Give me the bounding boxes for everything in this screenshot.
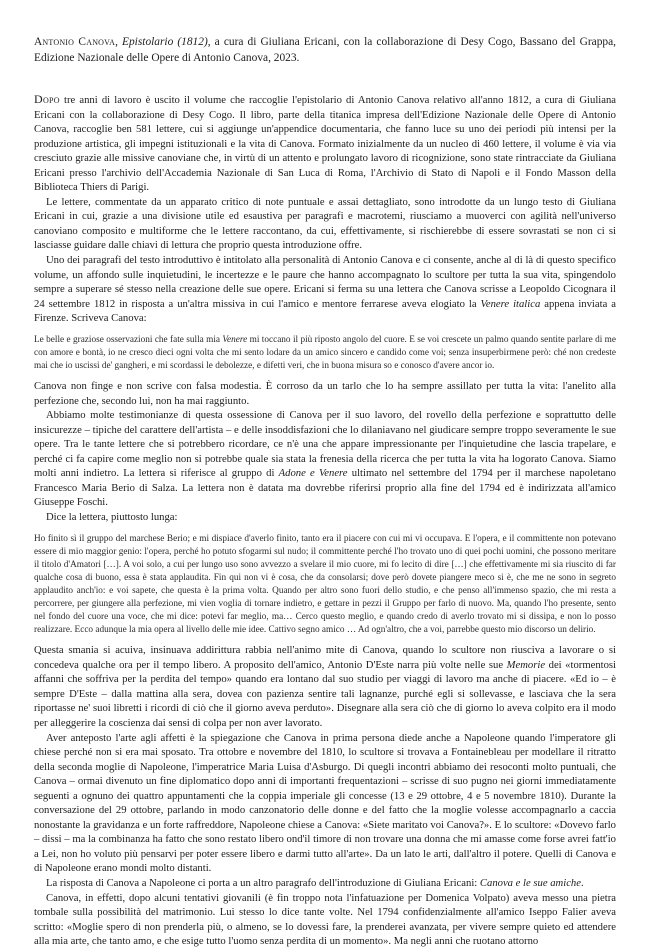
- paragraph-text: Uno dei paragrafi del testo introduttivo è intitolato alla personalità di Antonio Canova e ci consente, anche al di là di questo specifico volume, un affondo sulle inquietudini, le incertezze e le paure che hanno accompagnato lo scultore per tutta la sua vita, spingendolo sempre a superare sé stesso nella creazione delle sue opere. Ericani si ferma su una lettera che Canova scrisse a Leopoldo Cicognara il 24 settembre 1812 in risposta a un'altra missiva in cui l'amico e mentore ferrarese aveva elogiato la: [34, 255, 616, 310]
- quote-text: Le belle e graziose osservazioni che fate sulla mia: [34, 334, 223, 345]
- paragraph-text: tre anni di lavoro è uscito il volume che raccoglie l'epistolario di Antonio Canova relativo all'anno 1812, a cura di Giuliana Ericani con la collaborazione di Desy Cogo. Il libro, parte della titanica impresa dell'Edizione Nazionale delle Opere di Antonio Canova, raccoglie ben 581 lettere, cui si aggiunge un'appendice documentaria, che fanno luce su uno dei periodi più intensi per la produzione artistica, gli impegni istituzionali e la vita di Canova. Formato inizialmente da un nucleo di 460 lettere, il volume è via via cresciuto grazie alle missive canoviane che, in virtù di un attento e prolungato lavoro di ricognizione, sono state rintracciate da Giuliana Ericani presso l'archivio dell'Accademia Nazionale di San Luca di Roma, l'Archivio di Stato di Napoli e il Fondo Masson della Biblioteca Thiers di Parigi.: [34, 95, 616, 194]
- paragraph-text: dei «tormentosi affanni che soffriva per la perdita del tempo» quando era lontano dal suo studio per viaggi di lavoro ma anche di piacere. «Ed io – è sempre D'Este – dalla mattina alla sera, dovea con pazienza sentire tali lagnanze, purché egli si sollevasse, e lasciava che la sera riportasse ne' suoi libretti i ricordi di ciò che il giorno aveva perduto». Disegnare alla sera ciò che di giorno lo aveva colpito era il modo per alleggerire la coscienza dai sensi di colpa per non aver lavorato.: [34, 659, 617, 729]
- paragraph-text: Questa smania si acuiva, insinuava addirittura rabbia nell'animo mite di Canova, quando lo scultore non riusciva a lavorare o si concedeva qualche ora per il tempo libero. A proposito dell'amico, Antonio D'Este narra più volte nelle sue: [34, 645, 616, 671]
- paragraph-obsession: [34, 409, 616, 511]
- paragraph-modesty: Canova non finge e non scrive con falsa modestia. È corroso da un tarlo che lo ha sempre assillato per tutta la vita: l'anelito alla perfezione che, secondo lui, non ha mai raggiunto.: [34, 381, 616, 407]
- quote-text: Ho finito sì il gruppo del marchese Berio; e mi dispiace d'averlo finito, tanto era il piacere con cui mi vi occupava. E l'opera, e il committente non potevano essere di mio maggior genio: l'opera, perché ho potuto sfogarmi sul nudo; il committente perché l'ho trovato uno di quei pochi uomini, che possono meritare il titolo d'Amatori […]. A voi solo, a cui per lungo uso sono avvezzo a svelare il mio cuore, mi fo lecito di dire […] che effettivamente mi sia riuscito di far qualche cosa di buono, essa è stata applaudita. Fin qui non vi è cosa, che da consolarsi; dove però dovete piangere meco si è, che me ne sono in segreto applaudito anch'io: e voi sapete, che questa è la prima volta. Quando per altro sono fuori dello studio, e che penso all'immenso spazio, che mi resta a percorrere, per giungere alla perfezione, mi vien voglia di tornare indietro, e gettare in pezzi il Gruppo per farlo di nuovo. Ma, quando l'ho presente, sento nel fondo del cuore una voce, che mi dice: potevi far meglio, ma… Cerco questo meglio, e quando credo di averlo trovato mi si dissipa, e non lo posso realizzare. Ecco adunque la mia opera al livello delle mie idee. Cattivo segno amico … Ad ogn'altro, che a voi, parrebbe questo mio discorso un delirio.: [34, 533, 616, 636]
- opening-word: Dopo: [34, 92, 60, 106]
- paragraph-letter-intro: Dice la lettera, piuttosto lunga:: [46, 511, 178, 523]
- paragraph-text: ultimato nel settembre del 1794 per il marchese napoletano Francesco Maria Berio di Salza. La lettera non è datata ma dovrebbe riferirsi proprio alla fine del 1794 ed è indirizzata all'amico Giuseppe Foschi.: [34, 468, 616, 509]
- work-title: Venere: [222, 334, 248, 345]
- paragraph-text: Abbiamo molte testimonianze di questa ossessione di Canova per il suo lavoro, del rovello della perfezione e soprattutto delle insicurezze – tipiche del carattere dell'artista – e delle insoddisfazioni che lo dilaniavano nel giudicare sempre troppo severamente le sue opere. Tra le tante lettere che si potrebbero ricordare, ce n'è una che appare impressionante per l'inquietudine che lascia trapelare, e perché ci fa capire come meglio non si potrebbe quale sia stata la frenesia della ricerca che per tutta la vita ha logorato Canova. Siamo molti anni indietro. La lettera si riferisce al gruppo di: [34, 410, 616, 480]
- work-title: Memorie: [506, 659, 546, 671]
- block-quote-foschi: [34, 533, 616, 638]
- citation-author: Antonio Canova: [34, 36, 116, 48]
- book-citation: Antonio Canova, Epistolario (1812), a cura di Giuliana Ericani, con la collaborazione di Desy Cogo, Bassano del Grappa, Edizione Nazionale delle Opere di Antonio Canova, 2023.: [34, 36, 617, 64]
- work-title: Adone e Venere: [278, 468, 348, 480]
- paragraph-napoleon: Aver anteposto l'arte agli affetti è la spiegazione che Canova in prima persona diede anche a Napoleone quando l'imperatore gli chiese perché non si era mai sposato. Tra ottobre e novembre del 1810, lo scultore si trovava a Fontainebleau per modellare il ritratto della seconda moglie di Napoleone, l'imperatrice Maria Luisa d'Asburgo. Di quegli incontri abbiamo dei resoconti molto puntuali, che Canova – ormai divenuto un fine diplomatico dopo anni di importanti frequentazioni – scrisse di suo pugno nei giorni immediatamente seguenti a ognuno dei quattro appuntamenti che la coppia imperiale gli concesse (13 e 29 ottobre, 4 e 5 novembre 1810). Durante la conversazione del 29 ottobre, parlando in modo canzonatorio delle donne e del fatto che la moglie volesse accompagnarlo a caccia nonostante la gravidanza e un forte raffreddore, Napoleone chiese a Canova: «Siete maritato voi Canova?». E lo scultore: «Dovevo farlo – dissi – ma la combinanza ha fatto che sono restato libero ond'il timore di non trovare una donna che mi amasse come forse avrei fatt'io a Lei, non ho voluto più pensarvi per poter essere libero e darmi tutto all'arte». Da un lato le arti, dall'altro il potere. Quelli di Canova e di Napoleone erano mondi molto distanti.: [34, 732, 616, 875]
- section-title: Canova e le sue amiche: [479, 878, 581, 889]
- paragraph-friends: [34, 877, 616, 892]
- citation-title: Epistolario (1812): [122, 36, 208, 48]
- paragraph-personality: [34, 254, 616, 327]
- citation-details: , a cura di Giuliana Ericani, con la collaborazione di Desy Cogo, Bassano del Grappa, Edizione Nazionale delle Opere di Antonio Canova, 2023.: [34, 36, 617, 64]
- article-body: [34, 92, 616, 950]
- quote-text: mi toccano il più riposto angolo del cuore. E se voi crescete un palmo quando sentite parlare di me con amore e bontà, io ne cresco dieci ogni volta che mi sento lodare da un amico sincero e candido come voi; senza insuperbirmene però: ché non credeste mai che io uscissi de' gangheri, e mi scordassi le debolezze, e difetti veri, che in buona misura so e conosco d'avere ancor io.: [34, 334, 616, 371]
- paragraph-text: appena inviata a Firenze. Scriveva Canova:: [34, 298, 616, 325]
- paragraph-intro: [34, 92, 616, 196]
- article-page: [34, 34, 616, 950]
- paragraph-text: La risposta di Canova a Napoleone ci porta a un altro paragrafo dell'introduzione di Giuliana Ericani:: [46, 878, 480, 889]
- work-title: Venere italica: [480, 298, 541, 310]
- block-quote-cicognara: [34, 334, 616, 373]
- paragraph-restlessness: [34, 644, 616, 731]
- paragraph-marriage: Canova, in effetti, dopo alcuni tentativi giovanili (è fin troppo nota l'infatuazione per Domenica Volpato) aveva messo una pietra tombale sulla possibilità del matrimonio. Lui stesso lo dice tante volte. Nel 1794 confidenzialmente all'amico Iseppo Falier aveva scritto: «Moglie spero di non prenderla più, o almeno, se lo dovessi fare, la prenderei avanzata, per vivere sempre quieto ed attendere alla mia arte, che tanto amo, e che esige tutto l'uomo senza perdita di un momento». Ma negli anni che ruotano attorno: [34, 892, 616, 948]
- paragraph-text: .: [580, 878, 584, 889]
- paragraph-letters: Le lettere, commentate da un apparato critico di note puntuale e assai dettagliato, sono introdotte da un lungo testo di Giuliana Ericani in cui, grazie a una divisione utile ed esaustiva per paragrafi e macrotemi, riusciamo a muoverci con agilità nell'universo canoviano composito e multiforme che le lettere raccontano, da cui, effettivamente, si rischierebbe di essere sovrastati se non ci si lasciasse guidare dalle chiavi di lettura che proprio questa introduzione offre.: [34, 196, 616, 252]
